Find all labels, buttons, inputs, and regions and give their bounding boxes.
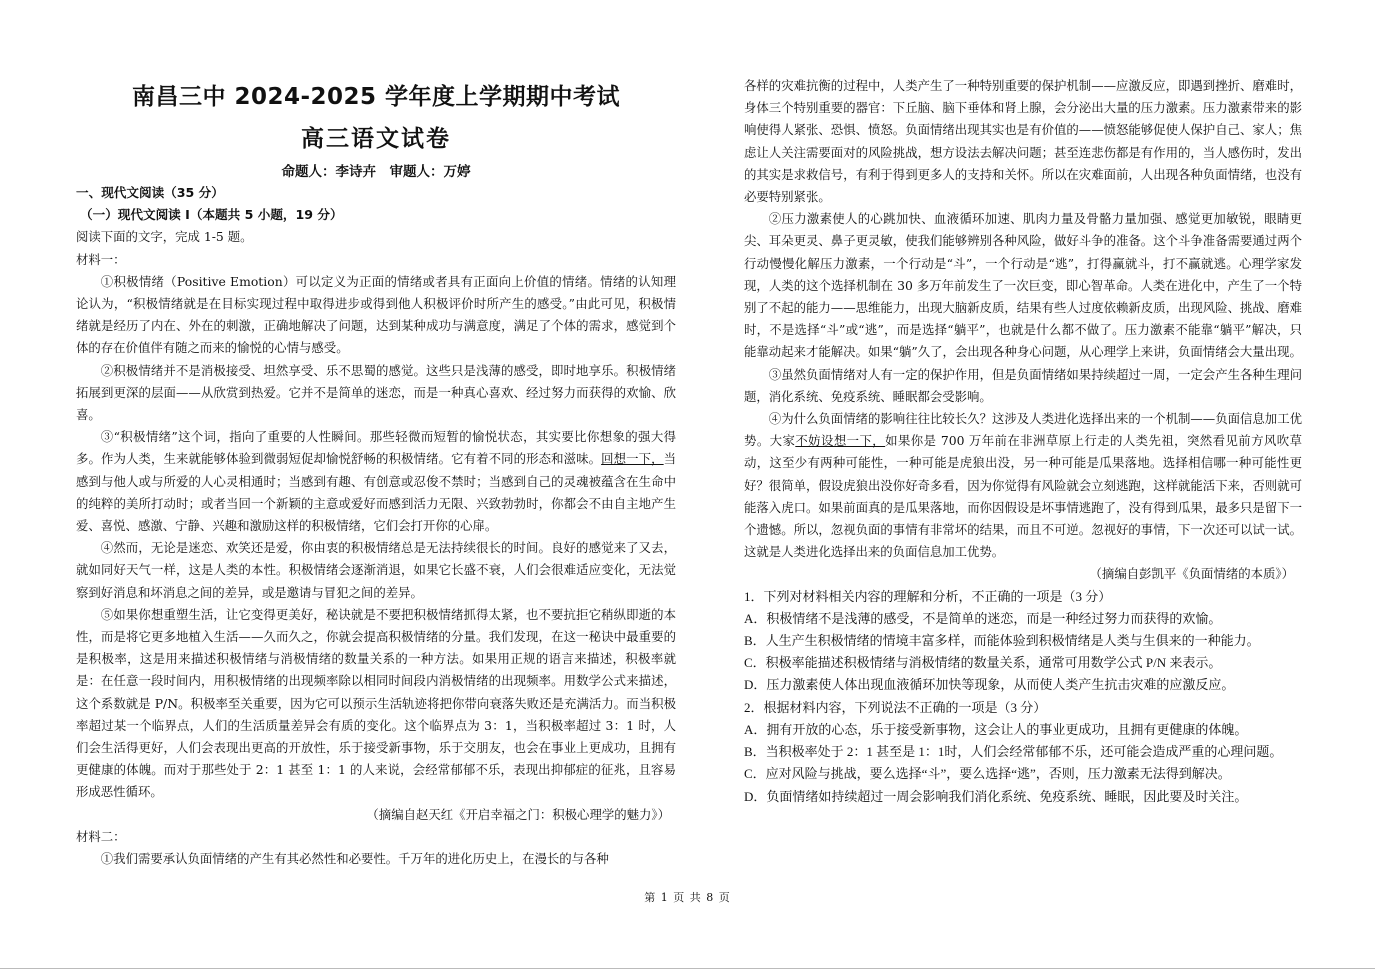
material1-label: 材料一： — [76, 251, 126, 267]
section-heading: 一、现代文阅读（35 分） — [76, 185, 224, 200]
page-footer: 第 1 页 共 8 页 — [644, 891, 731, 904]
q1-option-d: D．压力激素使人体出现血液循环加快等现象，从而使人类产生抗击灾难的应激反应。 — [744, 677, 1235, 693]
q2-option-a: A．拥有开放的心态，乐于接受新事物，这会让人的事业更成功，且拥有更健康的体魄。 — [744, 721, 1248, 737]
question-1: 1．下列对材料相关内容的理解和分析，不正确的一项是（3 分） — [744, 588, 1112, 604]
q2-option-c: C．应对风险与挑战，要么选择“斗”，要么选择“逃”，否则，压力激素无法得到解决。 — [744, 766, 1231, 782]
q2-option-b: B．当积极率处于 2：1 甚至是 1：1时，人们会经常郁郁不乐，还可能会造成严重的心理问题。 — [744, 744, 1283, 760]
instruction: 阅读下面的文字，完成 1-5 题。 — [76, 229, 253, 245]
exam-authors: 命题人：李诗卉 审题人：万婷 — [281, 164, 471, 180]
m2p4-text-a: ④为什么负面情绪的影响往往比较长久？这涉及人类进化选择出来的一个机制——负面信息加工优势。大家 — [744, 411, 1302, 449]
m1-paragraph-2: ②积极情绪并不是消极接受、坦然享受、乐不思蜀的感觉。这些只是浅薄的感受，即时地享乐。积极情绪拓展到更深的层面——从欣赏到热爱。它并不是简单的迷恋，而是一种真心喜欢、经过努力而获得的欢愉、欣喜。 — [76, 362, 676, 423]
m2p4-underlined: 不妨设想一下， — [795, 433, 886, 449]
m1p3-text-a: ③“积极情绪”这个词，指向了重要的人性瞬间。那些轻微而短暂的愉悦状态，其实要比你想象的强大得多。作为人类，生来就能够体验到微弱短促却愉悦舒畅的积极情绪。它有着不同的形态和滋味。 — [76, 429, 676, 467]
m2-paragraph-2: ②压力激素使人的心跳加快、血液循环加速、肌肉力量及骨骼力量加强、感觉更加敏锐，眼睛更尖、耳朵更灵、鼻子更灵敏，使我们能够辨别各种风险，做好斗争的准备。这个斗争准备需要通过两个行动慢慢化解压力激素，一个行动是“斗”，一个行动是“逃”，打得赢就斗，打不赢就逃。心理学家发现，人类的这个选择机制在 30 多万年前发生了一次巨变，即心智革命。人类在进化中，产生了一个特别了不起的能力——思维能力，出现大脑新皮质，结果有些人过度依赖新皮质，出现风险、挑战、磨难时，不是选择“斗”或“逃”，而是选择“躺平”，也就是什么都不做了。压力激素不能靠“躺平”解决，只能靠动起来才能解决。如果“躺”久了，会出现各种身心问题，从心理学上来讲，负面情绪会大量出现。 — [744, 211, 1302, 360]
left-column — [76, 182, 676, 870]
m1p3-underlined: 回想一下， — [601, 451, 664, 467]
m2-source: （摘编自彭凯平《负面情绪的本质》） — [1089, 566, 1294, 582]
m1-paragraph-3 — [76, 426, 676, 537]
exam-subtitle: 高三语文试卷 — [301, 126, 451, 152]
material2-label: 材料二： — [76, 828, 126, 844]
m2-paragraph-1: ①我们需要承认负面情绪的产生有其必然性和必要性。千万年的进化历史上，在漫长的与各种 — [100, 851, 609, 867]
q1-option-c: C．积极率能描述积极情绪与消极情绪的数量关系，通常可用数学公式 P/N 来表示。 — [744, 655, 1222, 671]
exam-title: 南昌三中 2024-2025 学年度上学期期中考试 — [131, 84, 621, 110]
q2-option-d: D．负面情绪如持续超过一周会影响我们消化系统、免疫系统、睡眠，因此要及时关注。 — [744, 788, 1248, 804]
subsection-heading: （一）现代文阅读 I（本题共 5 小题，19 分） — [80, 207, 343, 223]
m1-source: （摘编自赵天红《开启幸福之门：积极心理学的魅力》） — [366, 806, 670, 822]
m2-paragraph-1-cont: 各样的灾难抗衡的过程中，人类产生了一种特别重要的保护机制——应激反应，即遇到挫折、磨难时，身体三个特别重要的器官：下丘脑、脑下垂体和肾上腺，会分泌出大量的压力激素。压力激素带来的影响使得人紧张、恐惧、愤怒。负面情绪出现其实也是有价值的——愤怒能够促使人保护自己、家人；焦虑让人关注需要面对的风险挑战，想方设法去解决问题；甚至连悲伤都是有作用的，当人感伤时，发出的其实是求救信号，有利于得到更多人的支持和关怀。所以在灾难面前，人出现各种负面情绪，也没有必要特别紧张。 — [744, 78, 1302, 205]
question-2: 2．根据材料内容，下列说法不正确的一项是（3 分） — [744, 699, 1047, 715]
m1-paragraph-4: ④然而，无论是迷恋、欢笑还是爱，你由衷的积极情绪总是无法持续很长的时间。良好的感觉来了又去，就如同好天气一样，这是人类的本性。积极情绪会逐渐消退，如果它长盛不衰，人们会很难适应变化，无法觉察到好消息和坏消息之间的差异，或是邀请与冒犯之间的差异。 — [76, 540, 676, 600]
m2-paragraph-3: ③虽然负面情绪对人有一定的保护作用，但是负面情绪如果持续超过一周，一定会产生各种生理问题，消化系统、免疫系统、睡眠都会受影响。 — [744, 366, 1302, 404]
m1-paragraph-5: ⑤如果你想重塑生活，让它变得更美好，秘诀就是不要把积极情绪抓得太紧，也不要抗拒它稍纵即逝的本性，而是将它更多地植入生活——久而久之，你就会提高积极情绪的分量。我们发现，在这一秘诀中最重要的是积极率，这是用来描述积极情绪与消极情绪的数量关系的一种方法。如果用正规的语言来描述，积极率就是：在任意一段时间内，用积极情绪的出现频率除以相同时间段内消极情绪的出现频率。用数学公式来描述，这个系数就是 P/N。积极率至关重要，因为它可以预示生活轨迹将把你带向衰落失败还是充满活力。而当积极率超过某一个临界点，人们的生活质量差异会有质的变化。这个临界点为 3：1，当积极率超过 3：1 时，人们会生活得更好，人们会表现出更高的开放性，乐于接受新事物，乐于交朋友，也会在事业上更成功，且拥有更健康的体魄。而对于那些处于 2：1 甚至 1：1 的人来说，会经常郁郁不乐，表现出抑郁症的征兆，且容易形成恶性循环。 — [76, 606, 676, 800]
q1-option-b: B．人生产生积极情绪的情境丰富多样，而能体验到积极情绪是人类与生俱来的一种能力。 — [744, 633, 1260, 649]
q1-option-a: A．积极情绪不是浅薄的感受，不是简单的迷恋，而是一种经过努力而获得的欢愉。 — [744, 610, 1222, 626]
m1p3-text-b: 当感到与他人或与所爱的人心灵相通时；当感到有趣、有创意或忍俊不禁时；当感到自己的灵魂被蕴含在生命中的纯粹的美所打动时；或者当回一个新颖的主意或爱好而感到活力无限、兴致勃勃时，你都会不由自主地产生爱、喜悦、感激、宁静、兴趣和激励这样的积极情绪，它们会打开你的心扉。 — [76, 451, 677, 534]
m2-paragraph-4 — [744, 408, 1302, 563]
right-column — [744, 75, 1302, 808]
bottom-rule — [0, 968, 1375, 969]
m2p4-text-b: 如果你是 700 万年前在非洲草原上行走的人类先祖，突然看见前方风吹草动，这至少有两种可能性，一种可能是虎狼出没，另一种可能是瓜果落地。选择相信哪一种可能性更好？很简单，假设虎狼出没你好奇多看，因为你觉得有风险就会立刻逃跑，这样就能活下来，否则就可能落入虎口。如果前面真的是瓜果落地，而你因假设是坏事情逃跑了，没有得到瓜果，最多只是留下一个遗憾。所以，忽视负面的事情有非常坏的结果，而且不可逆。忽视好的事情，下一次还可以试一试。这就是人类进化选择出来的负面信息加工优势。 — [744, 433, 1303, 560]
m1-paragraph-1: ①积极情绪（Positive Emotion）可以定义为正面的情绪或者具有正面向上价值的情绪。情绪的认知理论认为，“积极情绪就是在目标实现过程中取得进步或得到他人积极评价时所产生的感受。”由此可见，积极情绪就是经历了内在、外在的刺激，正确地解决了问题，达到某种成功与满意度，满足了个体的需求，感觉到个体的存在价值伴有随之而来的愉悦的心情与感受。 — [76, 273, 676, 356]
